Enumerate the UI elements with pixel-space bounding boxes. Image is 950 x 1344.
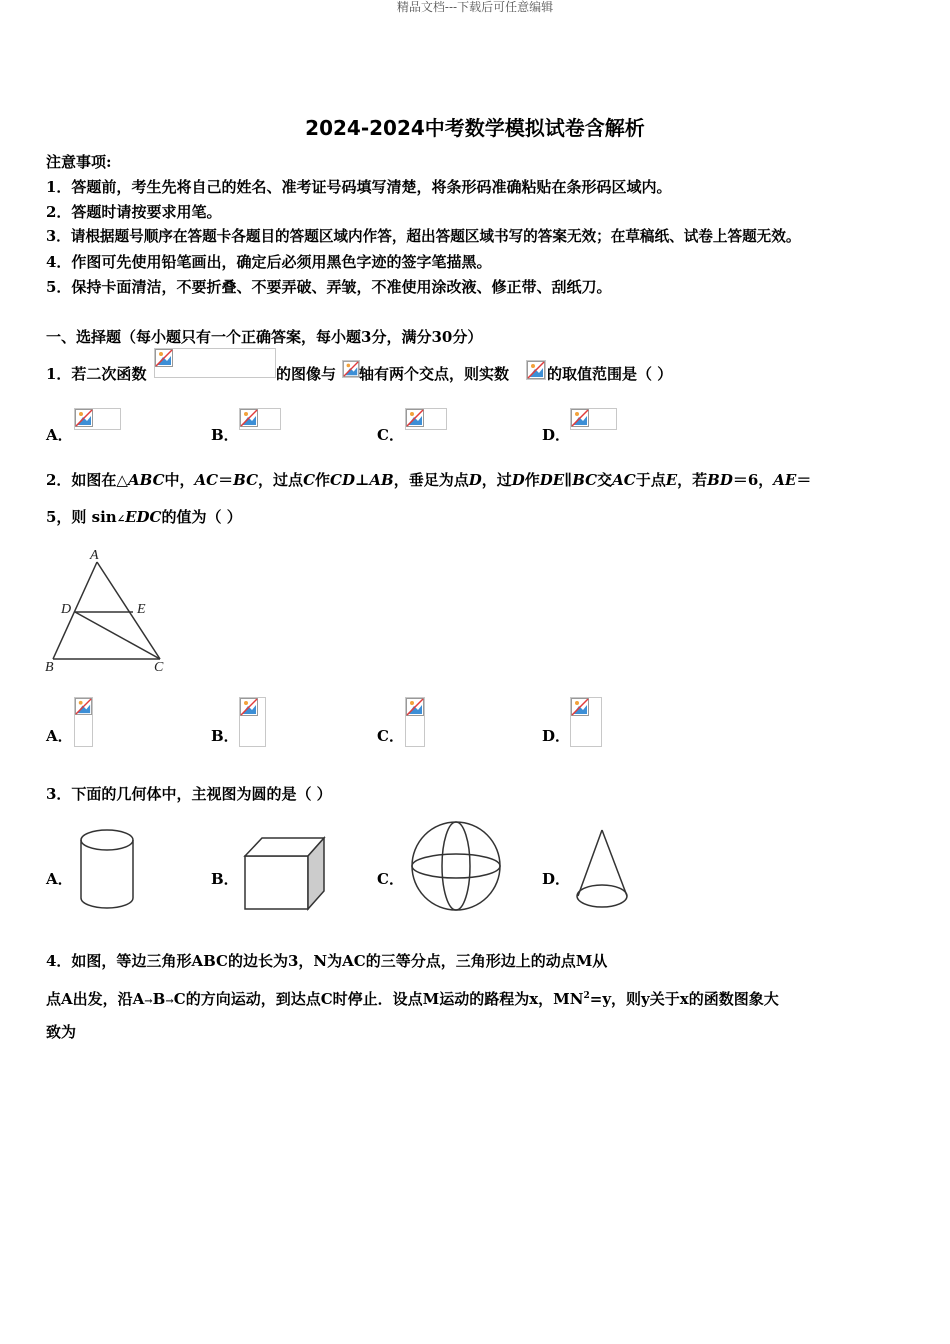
formula-image [526, 360, 546, 380]
broken-image-icon [343, 361, 359, 377]
question-4-line-3: 致为 [46, 1023, 77, 1041]
note-item: 4．作图可先使用铅笔画出，确定后必须用黑色字迹的签字笔描黑。 [46, 253, 492, 271]
note-item: 1．答题前，考生先将自己的姓名、准考证号码填写清楚，将条形码准确粘贴在条形码区域内。 [46, 178, 672, 196]
broken-image-icon [406, 409, 424, 427]
formula-image [154, 348, 276, 378]
label-e: E [137, 602, 146, 617]
note-item: 2．答题时请按要求用笔。 [46, 203, 222, 221]
broken-image-icon [571, 409, 589, 427]
label-a: A [90, 548, 99, 563]
note-item: 5．保持卡面清洁，不要折叠、不要弄破、弄皱，不准使用涂改液、修正带、刮纸刀。 [46, 278, 612, 296]
triangle-figure [40, 545, 175, 677]
page-title: 2024-2024中考数学模拟试卷含解析 [305, 116, 645, 140]
q1-text: 1．若二次函数 [46, 365, 147, 383]
question-2-line-1: 2．如图在△ABC中，AC＝BC，过点C作CD⊥AB，垂足为点D，过D作DE∥BC交AC于点E，若BD＝6，AE＝ [46, 471, 812, 489]
option-d-label: D． [542, 426, 571, 444]
broken-image-icon [75, 409, 93, 427]
q1-text: 的图像与 [276, 365, 337, 383]
broken-image-icon [406, 698, 424, 716]
broken-image-icon [571, 698, 589, 716]
question-1 [46, 364, 146, 384]
option-b-image [239, 408, 281, 430]
option-c-image [405, 408, 447, 430]
question-3: 3．下面的几何体中，主视图为圆的是（ ） [46, 785, 332, 803]
option-a-label: A． [46, 426, 73, 444]
formula-image [342, 360, 360, 378]
option-b-label: B． [211, 426, 239, 444]
broken-image-icon [75, 698, 92, 715]
option-c-label: C． [377, 426, 404, 444]
question-4-line-1: 4．如图，等边三角形ABC的边长为3，N为AC的三等分点，三角形边上的动点M从 [46, 952, 608, 970]
question-4-line-2: 点A出发，沿A→B→C的方向运动，到达点C时停止．设点M运动的路程为x，$MN^2=y$，则y关于x的函数图象大 [46, 990, 779, 1008]
label-b: B [45, 660, 54, 675]
label-d: D [61, 602, 72, 617]
broken-image-icon [527, 361, 545, 379]
option-c-label: C． [377, 727, 404, 745]
sphere-figure [408, 818, 504, 914]
segment-dc [75, 612, 160, 659]
option-d-label: D． [542, 870, 571, 888]
option-c-label: C． [377, 870, 404, 888]
question-2-line-2: 5，则 sin∠EDC的值为（ ） [46, 508, 242, 526]
broken-image-icon [240, 698, 258, 716]
page-header: 精品文档---下载后可任意编辑 [396, 0, 554, 14]
q1-text: 轴有两个交点，则实数 [359, 365, 510, 383]
section-heading: 一、选择题（每小题只有一个正确答案，每小题3分，满分30分） [46, 328, 483, 346]
cylinder-figure [76, 826, 138, 914]
option-a-label: A． [46, 870, 73, 888]
option-a-image [74, 697, 93, 747]
option-a-image [74, 408, 121, 430]
option-b-image [239, 697, 266, 747]
cone-figure [574, 826, 634, 914]
option-a-label: A． [46, 727, 73, 745]
label-c: C [154, 660, 164, 675]
broken-image-icon [155, 349, 173, 367]
side-ac [97, 562, 160, 659]
broken-image-icon [240, 409, 258, 427]
q1-text: 的取值范围是（ ） [547, 365, 673, 383]
option-d-image [570, 697, 602, 747]
side-ab [53, 562, 97, 659]
option-c-image [405, 697, 425, 747]
option-b-label: B． [211, 870, 239, 888]
note-item: 3．请根据题号顺序在答题卡各题目的答题区域内作答，超出答题区域书写的答案无效；在草稿纸、试卷上答题无效。 [46, 228, 801, 245]
option-b-label: B． [211, 727, 239, 745]
notes-heading: 注意事项: [46, 153, 112, 171]
option-d-label: D． [542, 727, 571, 745]
option-d-image [570, 408, 617, 430]
cube-figure [240, 834, 330, 914]
